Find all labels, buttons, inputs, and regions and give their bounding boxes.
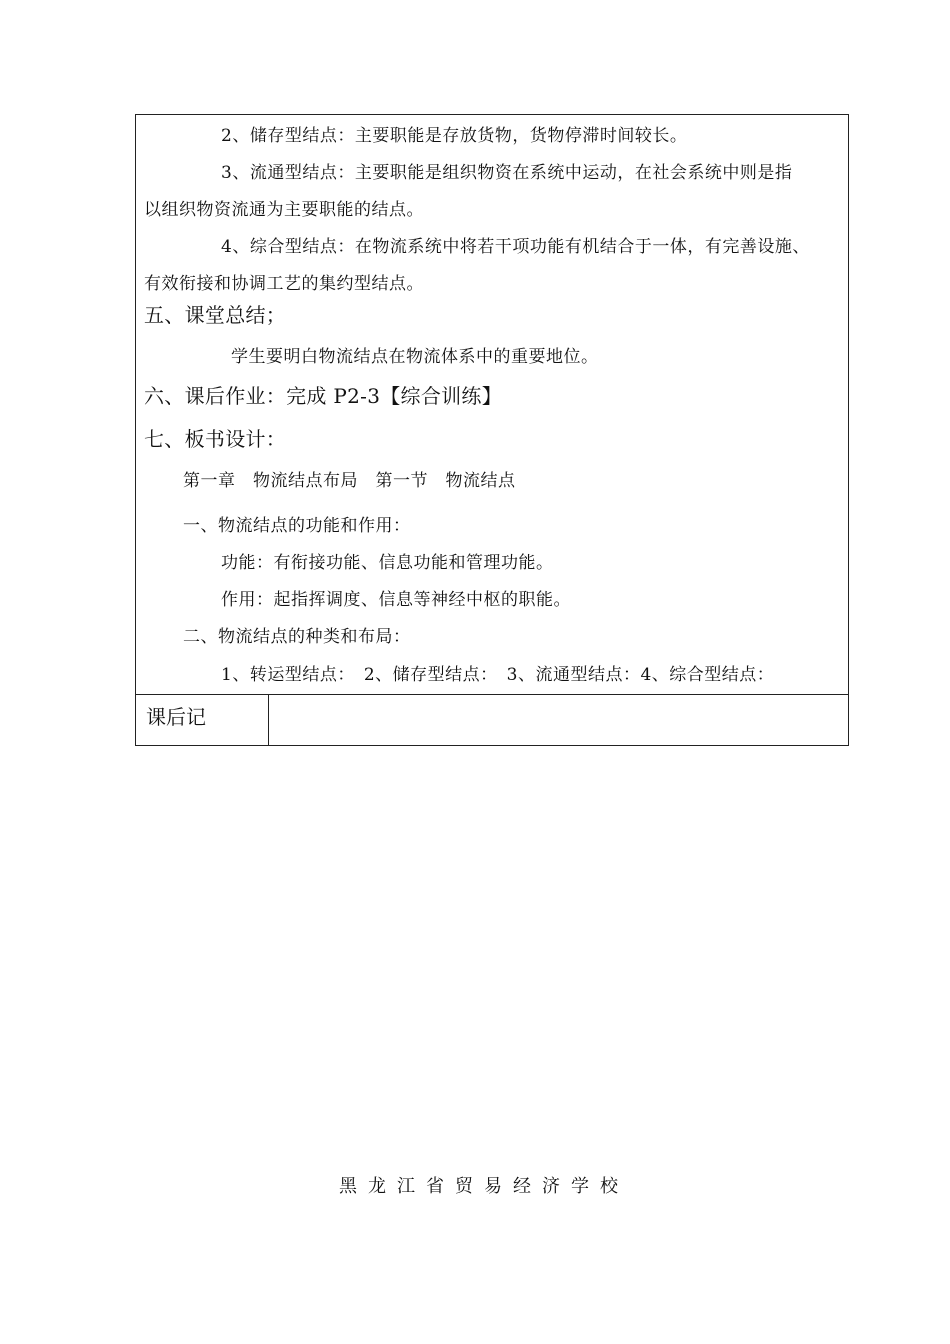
board-function-line: 功能：有衔接功能、信息功能和管理功能。 <box>221 553 554 573</box>
para-storage-node: 2、储存型结点：主要职能是存放货物，货物停滞时间较长。 <box>221 126 688 146</box>
board-node-types-line: 1、转运型结点： 2、储存型结点： 3、流通型结点：4、综合型结点： <box>221 665 775 685</box>
board-chapter-title: 第一章 物流结点布局 第一节 物流结点 <box>183 471 516 491</box>
para-integrated-node-line1: 4、综合型结点：在物流系统中将若干项功能有机结合于一体，有完善设施、 <box>221 237 810 257</box>
lesson-plan-table <box>135 114 849 746</box>
para-integrated-node-line2: 有效衔接和协调工艺的集约型结点。 <box>144 274 424 294</box>
board-design-heading: 七、板书设计： <box>144 427 287 451</box>
lesson-content-cell <box>136 115 848 694</box>
board-role-line: 作用：起指挥调度、信息等神经中枢的职能。 <box>221 590 571 610</box>
board-section-two: 二、物流结点的种类和布局： <box>183 627 411 647</box>
homework-heading: 六、课后作业：完成 P2-3【综合训练】 <box>144 384 503 408</box>
after-class-notes-row <box>136 695 848 745</box>
board-section-one: 一、物流结点的功能和作用： <box>183 516 411 536</box>
after-class-notes-label: 课后记 <box>136 695 269 745</box>
summary-heading: 五、课堂总结； <box>144 303 287 327</box>
para-circulation-node-line1: 3、流通型结点：主要职能是组织物资在系统中运动，在社会系统中则是指 <box>221 163 793 183</box>
summary-text: 学生要明白物流结点在物流体系中的重要地位。 <box>231 347 599 367</box>
after-class-notes-value <box>270 695 848 745</box>
school-name-footer: 黑龙江省贸易经济学校 <box>339 1176 629 1197</box>
para-circulation-node-line2: 以组织物资流通为主要职能的结点。 <box>144 200 424 220</box>
